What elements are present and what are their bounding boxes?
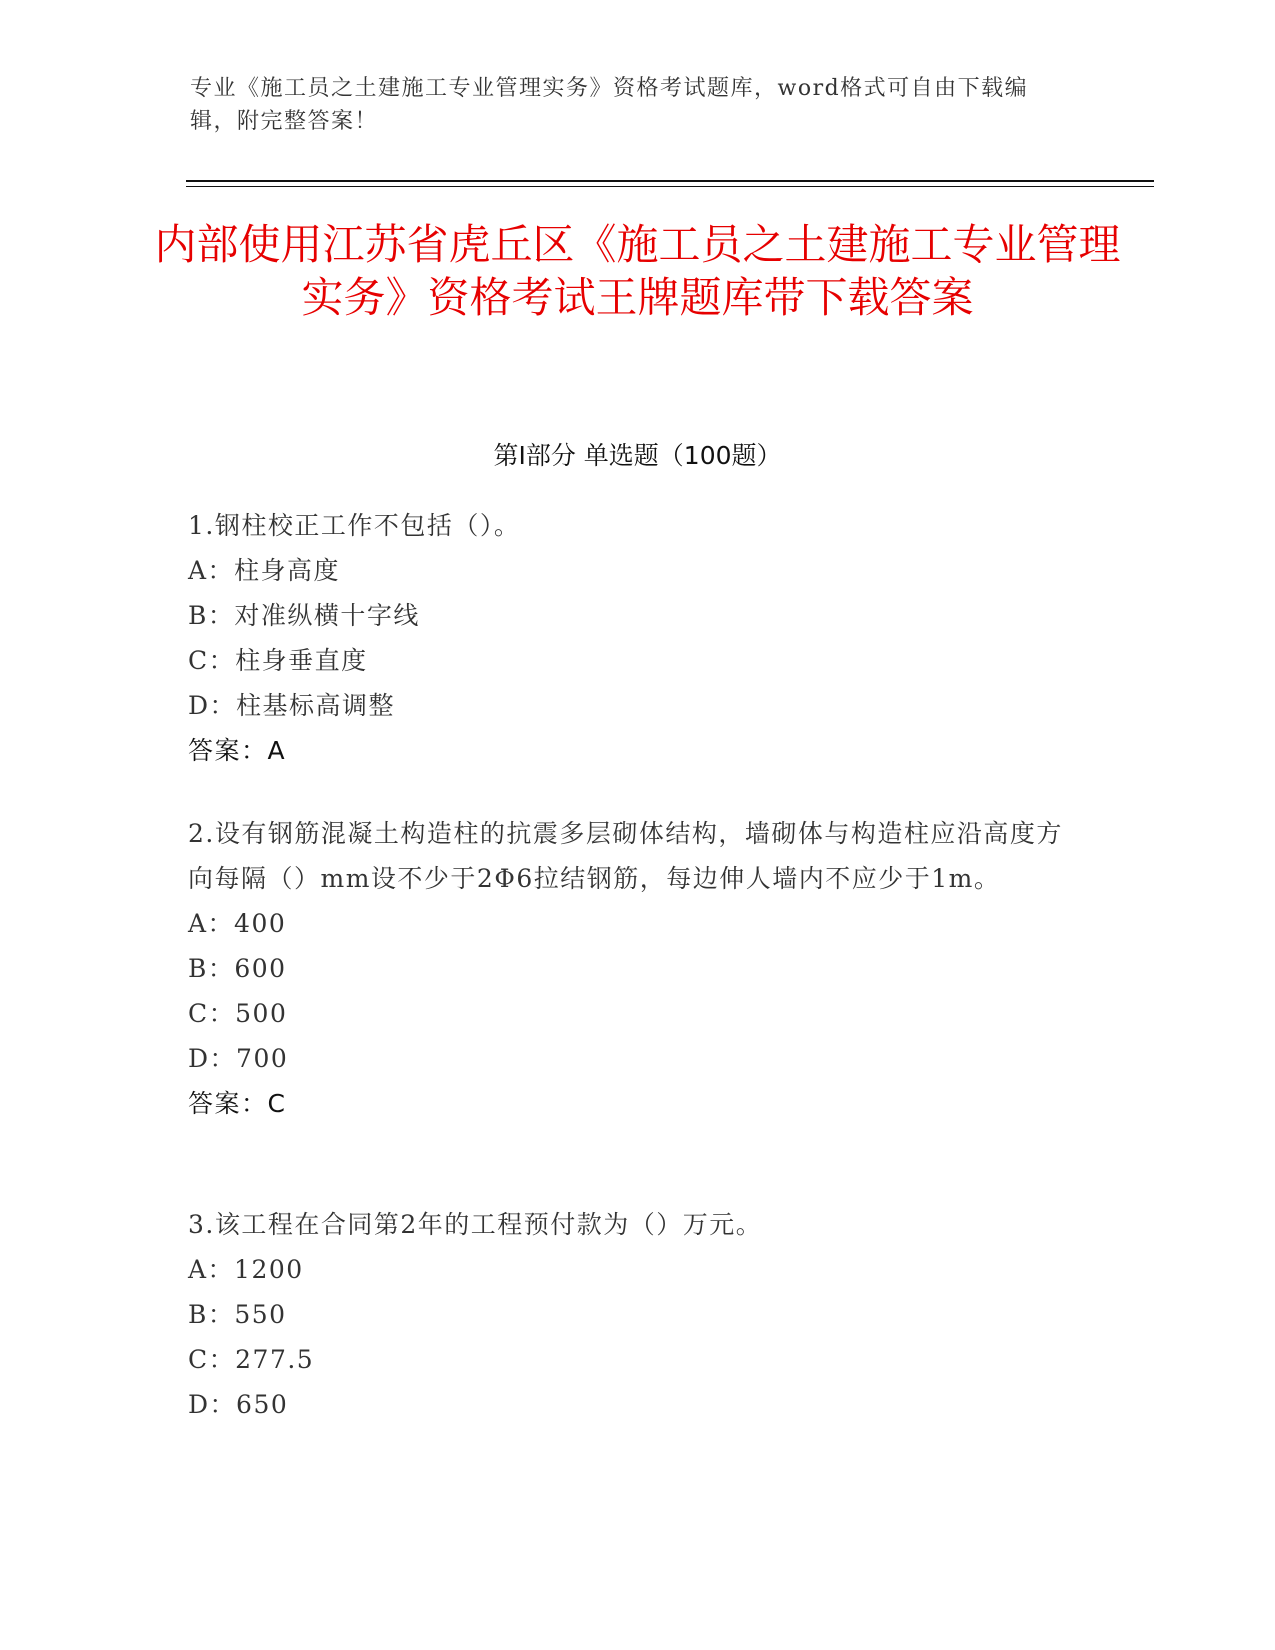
header-divider-thick [186,180,1154,182]
option-d: D：700 [188,1044,289,1073]
question-3 [188,1202,1088,1427]
answer: 答案：C [188,1089,287,1118]
option-d: D：650 [188,1390,289,1419]
option-a: A：400 [188,909,287,938]
option-b: B：550 [188,1300,287,1329]
option-c: C：277.5 [188,1345,315,1374]
document-title: 内部使用江苏省虎丘区《施工员之土建施工专业管理实务》资格考试王牌题库带下载答案 [154,220,1121,322]
question-stem: 1.钢柱校正工作不包括（）。 [188,511,521,540]
header-divider-thin [186,186,1154,187]
answer: 答案：A [188,736,287,765]
question-stem: 3.该工程在合同第2年的工程预付款为（）万元。 [188,1210,763,1239]
option-d: D：柱基标高调整 [188,691,396,720]
section-heading: 第Ⅰ部分 单选题（100题） [493,441,782,470]
option-c: C：柱身垂直度 [188,646,368,675]
question-1 [188,503,1088,773]
question-stem: 2.设有钢筋混凝土构造柱的抗震多层砌体结构，墙砌体与构造柱应沿高度方向每隔（）mm设不少于2Φ6拉结钢筋，每边伸人墙内不应少于1m。 [188,819,1063,893]
header-note: 专业《施工员之土建施工专业管理实务》资格考试题库，word格式可自由下载编辑，附完整答案！ [190,76,1029,134]
option-a: A：柱身高度 [188,556,341,585]
option-a: A：1200 [188,1255,304,1284]
option-c: C：500 [188,999,288,1028]
option-b: B：600 [188,954,287,983]
option-b: B：对准纵横十字线 [188,601,420,630]
question-2 [188,811,1088,1126]
